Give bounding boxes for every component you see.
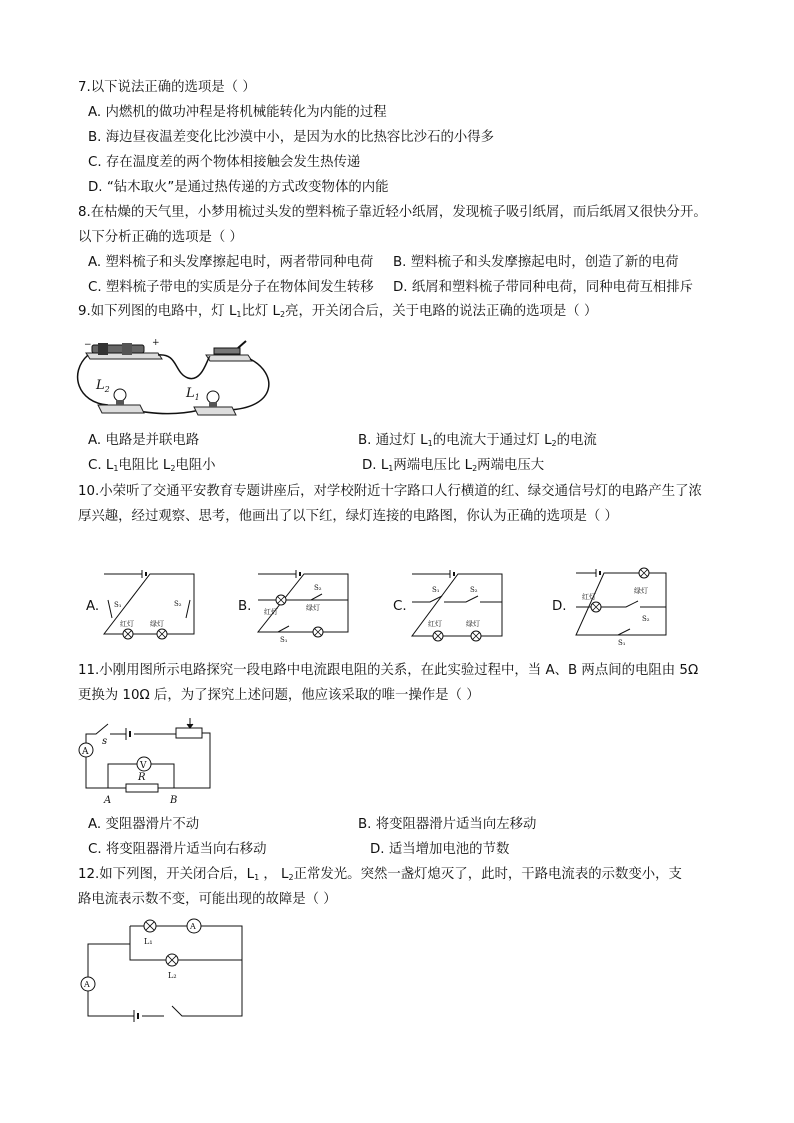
q11-option-b[interactable]: B. 将变阻器滑片适当向左移动 — [358, 817, 537, 832]
svg-text:s: s — [102, 736, 108, 747]
svg-text:+: + — [152, 338, 160, 348]
q12-stem-line1: 12.如下列图，开关闭合后，$L_1$ ， $L_2$正常发光。突然一盏灯熄灭了，此时，干路电流表的示数变小，支 — [78, 867, 682, 882]
svg-text:−: − — [84, 340, 92, 350]
q8-option-c[interactable]: C. 塑料梳子带电的实质是分子在物体间发生转移 — [88, 280, 374, 295]
q9-option-b[interactable]: B. 通过灯 $L_1$的电流大于通过灯 $L_2$的电流 — [358, 433, 597, 448]
svg-text:S₁: S₁ — [280, 636, 288, 644]
svg-text:A: A — [84, 980, 90, 989]
svg-text:S₁: S₁ — [432, 586, 440, 594]
svg-text:A: A — [82, 747, 89, 757]
svg-text:A: A — [104, 795, 112, 806]
q11-stem-line1: 11.小刚用图所示电路探究一段电路中电流跟电阻的关系，在此实验过程中，当 A、B 两点间的电阻由 5Ω — [78, 663, 699, 678]
q9-option-a[interactable]: A. 电路是并联电路 — [88, 433, 200, 448]
svg-text:绿灯: 绿灯 — [466, 620, 480, 628]
svg-text:L1: $L_1$ — [186, 386, 200, 402]
q10-circuit-c[interactable] — [410, 566, 506, 642]
q10-stem-line2: 厚兴趣，经过观察、思考，他画出了以下红，绿灯连接的电路图，你认为正确的选项是（ ） — [78, 509, 618, 524]
svg-text:L2: $L_2$ — [96, 378, 110, 394]
svg-text:S₁: S₁ — [618, 639, 626, 647]
svg-text:S₂: S₂ — [642, 615, 650, 623]
q11-option-d[interactable]: D. 适当增加电池的节数 — [370, 842, 510, 857]
svg-text:S₂: S₂ — [314, 584, 322, 592]
svg-text:V: V — [140, 761, 147, 771]
q9-option-d[interactable]: D. $L_1$两端电压比 $L_2$两端电压大 — [362, 458, 545, 473]
q10-option-c-label[interactable]: C. — [393, 599, 407, 614]
q7-option-d[interactable]: D. “钻木取火”是通过热传递的方式改变物体的内能 — [88, 180, 389, 195]
q11-option-a[interactable]: A. 变阻器滑片不动 — [88, 817, 200, 832]
q7-option-c[interactable]: C. 存在温度差的两个物体相接触会发生热传递 — [88, 155, 361, 170]
q7-option-b[interactable]: B. 海边昼夜温差变化比沙漠中小，是因为水的比热容比沙石的小得多 — [88, 130, 495, 145]
q8-option-a[interactable]: A. 塑料梳子和头发摩擦起电时，两者带同种电荷 — [88, 255, 374, 270]
svg-text:L₂: L₂ — [168, 971, 177, 980]
svg-text:S₂: S₂ — [470, 586, 478, 594]
q8-stem-line1: 8.在枯燥的天气里，小梦用梳过头发的塑料梳子靠近轻小纸屑，发现梳子吸引纸屑，而后纸屑又很快分开。 — [78, 205, 707, 220]
q12-circuit-figure — [78, 918, 248, 1026]
svg-text:红灯: 红灯 — [120, 620, 134, 628]
q10-circuit-d[interactable] — [574, 563, 670, 647]
svg-text:R: R — [138, 772, 146, 783]
q11-option-c[interactable]: C. 将变阻器滑片适当向右移动 — [88, 842, 267, 857]
svg-text:B: B — [170, 795, 178, 806]
q12-stem-line2: 路电流表示数不变，可能出现的故障是（ ） — [78, 892, 337, 907]
svg-text:红灯: 红灯 — [264, 608, 278, 616]
q11-stem-line2: 更换为 10Ω 后，为了探究上述问题，他应该采取的唯一操作是（ ） — [78, 688, 480, 703]
q10-option-b-label[interactable]: B. — [238, 599, 252, 614]
q10-option-a-label[interactable]: A. — [86, 599, 100, 614]
svg-text:S₂: S₂ — [174, 600, 182, 608]
svg-text:L₁: L₁ — [144, 937, 153, 946]
svg-text:绿灯: 绿灯 — [306, 604, 320, 612]
q10-option-d-label[interactable]: D. — [552, 599, 567, 614]
svg-text:红灯: 红灯 — [428, 620, 442, 628]
svg-text:绿灯: 绿灯 — [150, 620, 164, 628]
q9-circuit-figure — [78, 333, 278, 423]
q11-circuit-figure — [78, 714, 218, 806]
q8-stem-line2: 以下分析正确的选项是（ ） — [78, 230, 243, 245]
svg-text:A: A — [190, 922, 196, 931]
q10-stem-line1: 10.小荣听了交通平安教育专题讲座后，对学校附近十字路口人行横道的红、绿交通信号灯的电路产生了浓 — [78, 484, 702, 499]
q9-option-c[interactable]: C. $L_1$电阻比 $L_2$电阻小 — [88, 458, 216, 473]
q7-option-a[interactable]: A. 内燃机的做功冲程是将机械能转化为内能的过程 — [88, 105, 387, 120]
q8-option-d[interactable]: D. 纸屑和塑料梳子带同种电荷，同种电荷互相排斥 — [393, 280, 694, 295]
svg-text:S₁: S₁ — [114, 601, 122, 609]
svg-text:红灯: 红灯 — [582, 593, 596, 601]
svg-text:绿灯: 绿灯 — [634, 587, 648, 595]
q10-circuit-a[interactable] — [102, 570, 198, 642]
q8-option-b[interactable]: B. 塑料梳子和头发摩擦起电时，创造了新的电荷 — [393, 255, 679, 270]
q9-stem: 9.如下列图的电路中，灯 $L_1$比灯 $L_2$亮，开关闭合后，关于电路的说法正确的选项是（ ） — [78, 304, 598, 319]
q10-circuit-b[interactable] — [256, 566, 352, 642]
q7-stem: 7.以下说法正确的选项是（ ） — [78, 80, 256, 95]
